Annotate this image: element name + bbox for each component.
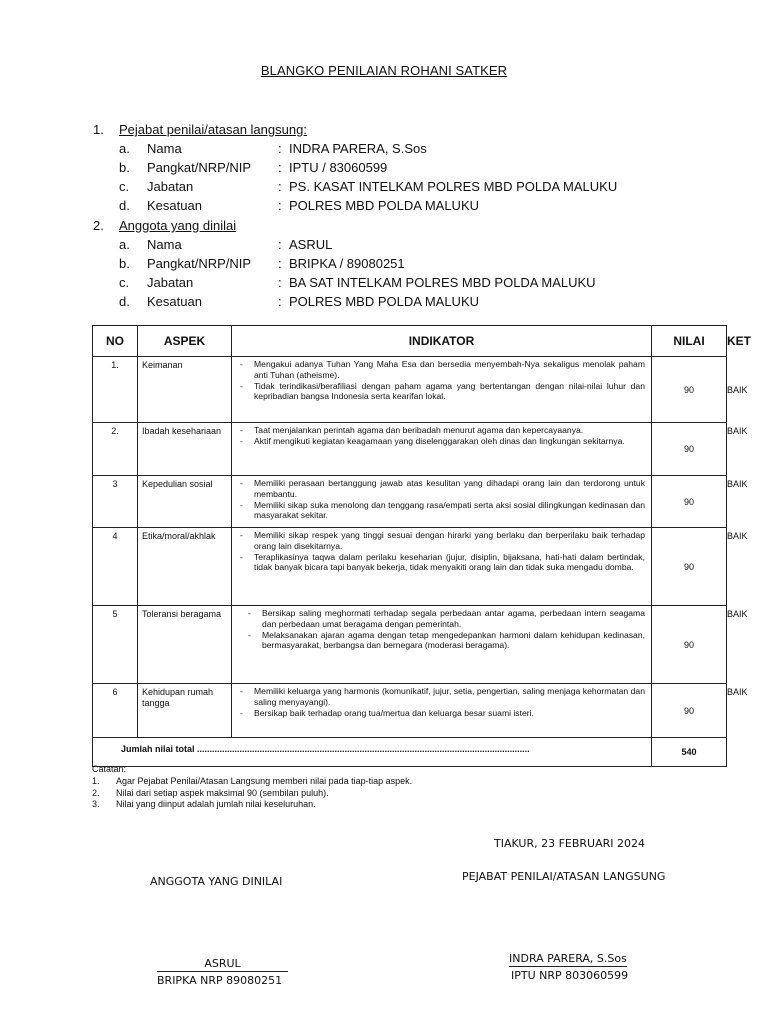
table-row: 4 Etika/moral/akhlak - Memiliki sikap respek yang tinggi sesuai dengan hirarki yang berlaku dan berperilaku baik terhadap orang lain disekitarnya. - Teraplikasinya taqwa dalam perilaku keseharian (jujur, disiplin, bijaksana, hati-hati dalam bertindak, tidak banyak bicara tapi banyak bekerja, tidak menyakiti orang lain dan tidak suka mengadu domba. 90 BAIK: [93, 528, 727, 606]
assessment-table: [92, 325, 751, 767]
cell-indikator: - Bersikap saling meghormati terhadap segala perbedaan antar agama, perbedaan intern seagama dan perbedaan umat beragama dengan pemerintah. - Melaksanakan ajaran agama dengan tetap mengedepankan harmoni dalam kehidupan kedinasan, bermasyarakat, berbangsa dan bernegara (moderasi beragama).: [232, 606, 652, 684]
cell-indikator: - Memiliki sikap respek yang tinggi sesuai dengan hirarki yang berlaku dan berperilaku baik terhadap orang lain disekitarnya. - Teraplikasinya taqwa dalam perilaku keseharian (jujur, disiplin, bijaksana, hati-hati dalam bertindak, tidak banyak bicara tapi banyak bekerja, tidak menyakiti orang lain dan tidak suka mengadu domba.: [232, 528, 652, 606]
member-name: ASRUL: [289, 237, 333, 252]
row-colon: :: [278, 294, 282, 309]
row-label: Pangkat/NRP/NIP: [147, 256, 252, 271]
row-label: Nama: [147, 141, 182, 156]
cell-indikator: - Memiliki perasaan bertanggung jawab atas kesulitan yang dihadapi orang lain dan terdorong untuk membantu. - Memiliki sikap suka menolong dan tenggang rasa/empati serta aksi sosial dilingkungan kedinasan dan masyarakat sekitar.: [232, 476, 652, 528]
note-item: 3. Nilai yang diinput adalah jumlah nilai keseluruhan.: [92, 799, 316, 810]
row-letter: c.: [119, 275, 130, 290]
notes-title: Catatan:: [92, 764, 127, 774]
cell-aspek: Etika/moral/akhlak: [138, 528, 232, 606]
row-letter: b.: [119, 160, 130, 175]
row-colon: :: [278, 198, 282, 213]
cell-indikator: - Memiliki keluarga yang harmonis (komunikatif, jujur, setia, pengertian, saling menjaga kehormatan dan saling menyayangi). - Bersikap baik terhadap orang tua/mertua dan keluarga besar suami isteri.: [232, 684, 652, 738]
row-letter: b.: [119, 256, 130, 271]
evaluator-sign-name: INDRA PARERA, S.Sos: [509, 952, 627, 965]
table-row: 2. Ibadah kesehariaan - Taat menjalankan perintah agama dan beribadah menurut agama dan kepercayaanya. - Aktif mengikuti kegiatan keagamaan yang diselenggarakan oleh dinas dan lingkungan sekitarnya. 90 BAIK: [93, 423, 727, 476]
member-sign-title: ANGGOTA YANG DINILAI: [150, 875, 283, 888]
cell-aspek: Ibadah kesehariaan: [138, 423, 232, 476]
row-letter: d.: [119, 294, 130, 309]
indicator-text: Memiliki sikap respek yang tinggi sesuai dengan hirarki yang berlaku dan berperilaku baik terhadap orang lain disekitarnya.: [254, 530, 645, 551]
notes: [92, 764, 412, 811]
total-value: 540: [652, 738, 727, 767]
indicator-text: Aktif mengikuti kegiatan keagamaan yang diselenggarakan oleh dinas dan lingkungan sekitarnya.: [254, 435, 625, 446]
cell-nilai: 90: [652, 684, 727, 738]
document-title: BLANGKO PENILAIAN ROHANI SATKER: [260, 63, 508, 78]
header-nilai: NILAI: [652, 326, 727, 357]
evaluator-unit: POLRES MBD POLDA MALUKU: [289, 198, 479, 213]
cell-nilai: 90: [652, 423, 727, 476]
table-total-row: [93, 738, 727, 767]
table-row: 6 Kehidupan rumah tangga - Memiliki keluarga yang harmonis (komunikatif, jujur, setia, pengertian, saling menjaga kehormatan dan saling menyayangi). - Bersikap baik terhadap orang tua/mertua dan keluarga besar suami isteri. 90 BAIK: [93, 684, 727, 738]
row-letter: a.: [119, 141, 130, 156]
row-colon: :: [278, 275, 282, 290]
section-number: 2.: [93, 218, 104, 233]
row-letter: c.: [119, 179, 130, 194]
sign-date: TIAKUR, 23 FEBRUARI 2024: [494, 837, 646, 850]
member-position: BA SAT INTELKAM POLRES MBD POLDA MALUKU: [289, 275, 596, 290]
note-item: 2. Nilai dari setiap aspek maksimal 90 (sembilan puluh).: [92, 787, 329, 798]
cell-aspek: Kehidupan rumah tangga: [138, 684, 232, 738]
evaluator-position: PS. KASAT INTELKAM POLRES MBD POLDA MALUKU: [289, 179, 618, 194]
indicator-text: Melaksanakan ajaran agama dengan tetap mengedepankan harmoni dalam kehidupan kedinasan, bermasyarakat, berbangsa dan bernegara (moderasi beragama).: [262, 629, 645, 651]
row-label: Pangkat/NRP/NIP: [147, 160, 252, 175]
cell-no: 2.: [93, 423, 138, 476]
table-row: 3 Kepedulian sosial - Memiliki perasaan bertanggung jawab atas kesulitan yang dihadapi orang lain dan terdorong untuk membantu. - Memiliki sikap suka menolong dan tenggang rasa/empati serta aksi sosial dilingkungan kedinasan dan masyarakat sekitar. 90 BAIK: [93, 476, 727, 528]
header-no: NO: [93, 326, 138, 357]
evaluator-sign-id: IPTU NRP 803060599: [511, 969, 629, 982]
cell-indikator: - Mengakui adanya Tuhan Yang Maha Esa dan bersedia menyembah-Nya sekaligus menolak paham anti Tuhan (atheisme). - Tidak terindikasi/berafiliasi dengan paham agama yang bertentangan dengan nilai-nilai luhur dan kepribadian bangsa Indonesia serta kearifan lokal.: [232, 357, 652, 423]
member-unit: POLRES MBD POLDA MALUKU: [289, 294, 479, 309]
section-title: Pejabat penilai/atasan langsung:: [119, 122, 307, 137]
cell-nilai: 90: [652, 606, 727, 684]
row-colon: :: [278, 160, 282, 175]
cell-nilai: 90: [652, 357, 727, 423]
member-rank: BRIPKA / 89080251: [289, 256, 405, 271]
table-row: 5 Toleransi beragama - Bersikap saling meghormati terhadap segala perbedaan antar agama, perbedaan intern seagama dan perbedaan umat beragama dengan pemerintah. - Melaksanakan ajaran agama dengan tetap mengedepankan harmoni dalam kehidupan kedinasan, bermasyarakat, berbangsa dan bernegara (moderasi beragama). 90 BAIK: [93, 606, 727, 684]
cell-no: 4: [93, 528, 138, 606]
row-letter: d.: [119, 198, 130, 213]
cell-no: 3: [93, 476, 138, 528]
header-indikator: INDIKATOR: [232, 326, 652, 357]
evaluator-sign-title: PEJABAT PENILAI/ATASAN LANGSUNG: [462, 870, 666, 883]
header-aspek: ASPEK: [138, 326, 232, 357]
row-label: Kesatuan: [147, 198, 202, 213]
indicator-text: Tidak terindikasi/berafiliasi dengan paham agama yang bertentangan dengan nilai-nilai luhur dan kepribadian bangsa Indonesia serta kearifan lokal.: [254, 380, 645, 402]
total-label: Jumlah nilai total .....................................................................................................................................: [93, 738, 652, 767]
evaluator-name: INDRA PARERA, S.Sos: [289, 141, 427, 156]
indicator-text: Bersikap saling meghormati terhadap segala perbedaan antar agama, perbedaan intern seagama dan perbedaan umat beragama dengan pemerintah.: [262, 608, 645, 629]
row-letter: a.: [119, 237, 130, 252]
member-sign-name: ASRUL: [157, 957, 288, 972]
row-label: Kesatuan: [147, 294, 202, 309]
cell-aspek: Keimanan: [138, 357, 232, 423]
indicator-text: Teraplikasinya taqwa dalam perilaku keseharian (jujur, disiplin, bijaksana, hati-hati dalam bertindak, tidak banyak bicara tapi banyak bekerja, tidak menyakiti orang lain dan tidak suka mengadu domba.: [254, 551, 645, 573]
member-sign-id: BRIPKA NRP 89080251: [157, 974, 283, 987]
cell-no: 1.: [93, 357, 138, 423]
indicator-text: Memiliki perasaan bertanggung jawab atas kesulitan yang dihadapi orang lain dan terdorong untuk membantu.: [254, 478, 645, 499]
note-item: 1. Agar Pejabat Penilai/Atasan Langsung memberi nilai pada tiap-tiap aspek.: [92, 775, 413, 786]
row-colon: :: [278, 256, 282, 271]
row-label: Jabatan: [147, 179, 194, 194]
cell-nilai: 90: [652, 476, 727, 528]
indicator-text: Memiliki keluarga yang harmonis (komunikatif, jujur, setia, pengertian, saling menjaga kehormatan dan saling menyayangi).: [254, 686, 645, 707]
cell-no: 5: [93, 606, 138, 684]
table-row: 1. Keimanan - Mengakui adanya Tuhan Yang Maha Esa dan bersedia menyembah-Nya sekaligus menolak paham anti Tuhan (atheisme). - Tidak terindikasi/berafiliasi dengan paham agama yang bertentangan dengan nilai-nilai luhur dan kepribadian bangsa Indonesia serta kearifan lokal. 90 BAIK: [93, 357, 727, 423]
row-label: Jabatan: [147, 275, 194, 290]
indicator-text: Mengakui adanya Tuhan Yang Maha Esa dan bersedia menyembah-Nya sekaligus menolak paham anti Tuhan (atheisme).: [254, 359, 645, 380]
row-label: Nama: [147, 237, 182, 252]
cell-indikator: - Taat menjalankan perintah agama dan beribadah menurut agama dan kepercayaanya. - Aktif mengikuti kegiatan keagamaan yang diselenggarakan oleh dinas dan lingkungan sekitarnya.: [232, 423, 652, 476]
evaluator-rank: IPTU / 83060599: [289, 160, 388, 175]
indicator-text: Bersikap baik terhadap orang tua/mertua dan keluarga besar suami isteri.: [254, 707, 534, 718]
cell-nilai: 90: [652, 528, 727, 606]
row-colon: :: [278, 179, 282, 194]
row-colon: :: [278, 237, 282, 252]
cell-aspek: Toleransi beragama: [138, 606, 232, 684]
section-title: Anggota yang dinilai: [119, 218, 237, 233]
table-header-row: NO ASPEK INDIKATOR NILAI KET: [93, 326, 727, 357]
indicator-text: Memiliki sikap suka menolong dan tenggang rasa/empati serta aksi sosial dilingkungan kedinasan dan masyarakat sekitar.: [254, 499, 645, 521]
cell-aspek: Kepedulian sosial: [138, 476, 232, 528]
indicator-text: Taat menjalankan perintah agama dan beribadah menurut agama dan kepercayaanya.: [254, 425, 584, 435]
section-number: 1.: [93, 122, 104, 137]
cell-no: 6: [93, 684, 138, 738]
row-colon: :: [278, 141, 282, 156]
